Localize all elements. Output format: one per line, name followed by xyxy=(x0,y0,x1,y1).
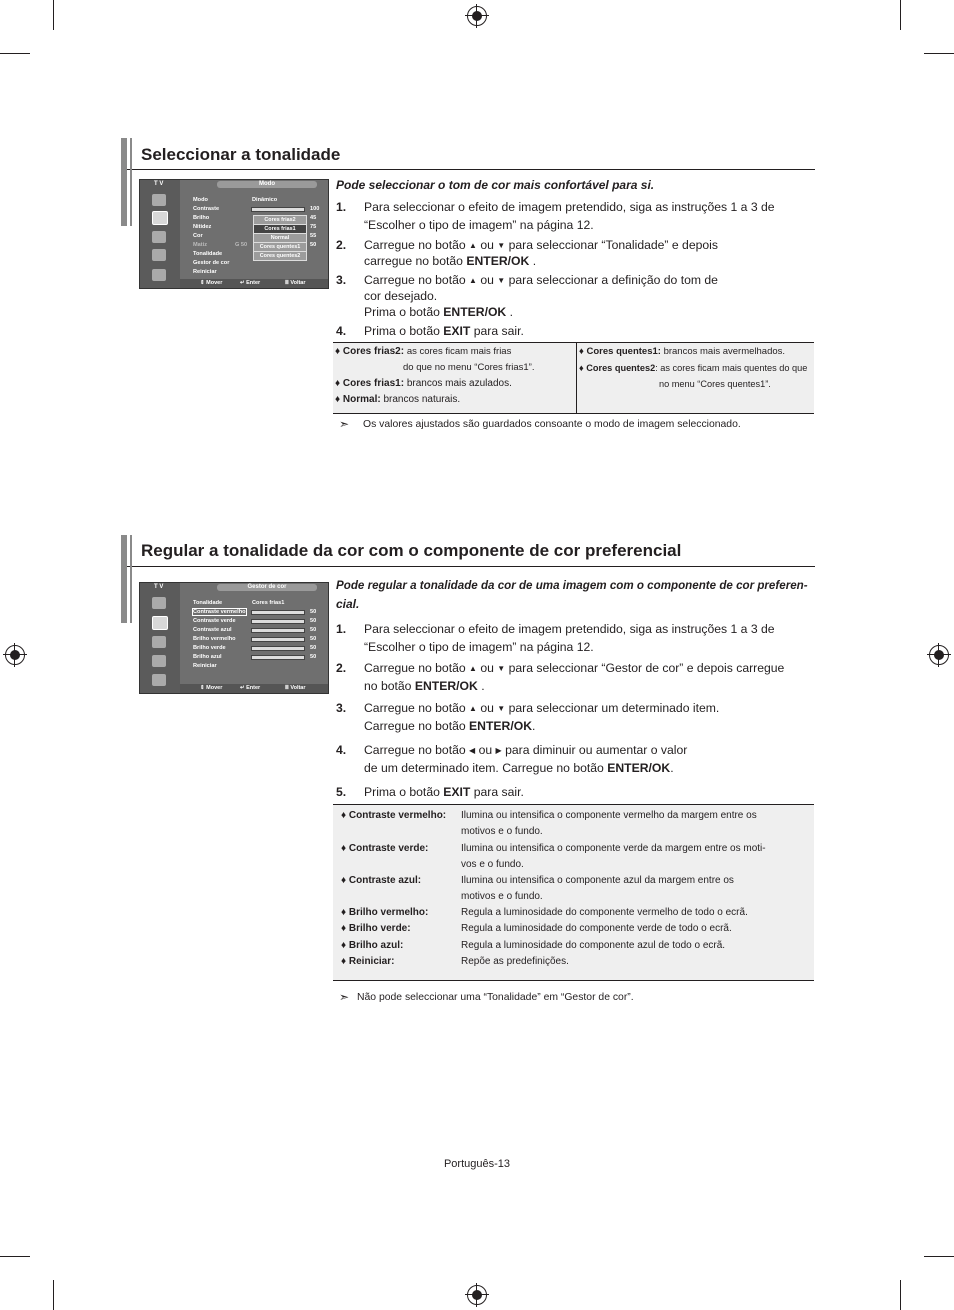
osd-value: 55 xyxy=(310,233,317,239)
antenna-icon xyxy=(152,597,166,609)
crop-mark xyxy=(0,53,30,54)
osd-row: Matiz xyxy=(193,242,207,248)
osd-value: 50 xyxy=(310,242,317,248)
intro-text: Pode seleccionar o tom de cor mais confortável para si. xyxy=(336,178,655,192)
section-title-bar xyxy=(121,138,815,170)
osd-row: Tonalidade xyxy=(193,600,223,606)
osd-row: Brilho vermelho xyxy=(193,636,236,642)
down-arrow-icon: ▼ xyxy=(497,704,506,713)
picture-icon xyxy=(152,211,168,225)
osd-row: Tonalidade xyxy=(193,251,223,257)
osd-dropdown-item: Cores quentes2 xyxy=(253,251,307,261)
osd-row: Cor xyxy=(193,233,203,239)
osd-header: Gestor de cor xyxy=(217,584,317,591)
osd-slider xyxy=(251,610,305,615)
osd-row: Brilho verde xyxy=(193,645,226,651)
crop-mark xyxy=(924,53,954,54)
antenna-icon xyxy=(152,194,166,206)
crop-mark xyxy=(924,1256,954,1257)
osd-value: 50 xyxy=(310,636,317,642)
osd-row: Reiniciar xyxy=(193,269,217,275)
osd-value: Cores frias1 xyxy=(252,600,285,606)
crop-mark xyxy=(53,1280,54,1310)
osd-value: 50 xyxy=(310,654,317,660)
section-title: Seleccionar a tonalidade xyxy=(141,145,341,164)
intro-text: Pode regular a tonalidade da cor de uma imagem com o componente de cor preferen- xyxy=(336,579,808,592)
up-arrow-icon: ▲ xyxy=(469,704,477,713)
osd-value: Dinâmico xyxy=(252,197,278,203)
registration-mark-icon xyxy=(467,6,487,26)
crop-mark xyxy=(53,0,54,30)
osd-row: Contraste azul xyxy=(193,627,232,633)
registration-mark-icon xyxy=(467,1285,487,1305)
osd-row: Brilho xyxy=(193,215,210,221)
section-title: Regular a tonalidade da cor com o componente de cor preferencial xyxy=(141,541,682,560)
osd-row: Gestor de cor xyxy=(193,260,230,266)
registration-mark-icon xyxy=(5,645,25,665)
channel-icon xyxy=(152,655,166,667)
picture-icon xyxy=(152,616,168,630)
osd-row: Contraste xyxy=(193,206,220,212)
channel-icon xyxy=(152,249,166,261)
osd-slider xyxy=(251,637,305,642)
osd-tv-label: T V xyxy=(154,181,164,187)
tv-menu-screenshot xyxy=(139,582,329,694)
osd-value: 50 xyxy=(310,627,317,633)
options-table: ♦ Contraste vermelho: Ilumina ou intensifica o componente vermelho da margem entre os motivos e o fundo. ♦ Contraste verde: Ilumina ou intensifica o componente verde da margem entre os moti- vos e o fundo. ♦ Contraste azul: Ilumina ou intensifica o componente azul da margem entre os motivos e o fundo. ♦ Brilho vermelho: Regula a luminosidade do componente vermelho de todo o ecrã. ♦ Brilho verde: Regula a luminosidade do componente verde de todo o ecrã. ♦ Brilho azul: Regula a luminosidade do componente azul de todo o ecrã. ♦ Reiniciar: Repõe as predefinições. xyxy=(333,804,814,981)
osd-row: Contraste verde xyxy=(193,618,236,624)
down-arrow-icon: ▼ xyxy=(497,241,506,250)
osd-value: 100 xyxy=(310,206,320,212)
crop-mark xyxy=(900,1280,901,1310)
osd-footer: ⇕ Mover ↵ Enter Ⅲ Voltar xyxy=(180,279,328,288)
page-number: Português-13 xyxy=(443,1158,511,1170)
osd-dropdown-item: Cores frias1 xyxy=(253,224,307,234)
osd-value: G 50 xyxy=(235,242,248,248)
intro-text: cial. xyxy=(336,597,360,611)
sound-icon xyxy=(152,231,166,243)
osd-value: 75 xyxy=(310,224,317,230)
osd-slider xyxy=(251,628,305,633)
setup-icon xyxy=(152,269,166,281)
osd-dropdown-item: Cores quentes1 xyxy=(253,242,307,252)
osd-row: Nitidez xyxy=(193,224,212,230)
up-arrow-icon: ▲ xyxy=(469,276,477,285)
osd-value: 50 xyxy=(310,645,317,651)
osd-value: 50 xyxy=(310,618,317,624)
registration-mark-icon xyxy=(929,645,949,665)
crop-mark xyxy=(900,0,901,30)
note-arrow-icon: ➣ xyxy=(339,417,350,431)
osd-row: Contraste vermelho xyxy=(193,609,246,615)
section-title-bar xyxy=(121,535,815,567)
down-arrow-icon: ▼ xyxy=(497,276,506,285)
osd-header: Modo xyxy=(217,181,317,188)
osd-tv-label: T V xyxy=(154,584,164,590)
osd-footer: ⇕ Mover ↵ Enter Ⅲ Voltar xyxy=(180,684,328,693)
osd-row: Modo xyxy=(193,197,208,203)
left-arrow-icon: ◀ xyxy=(469,746,476,755)
osd-slider xyxy=(251,655,305,660)
osd-slider xyxy=(251,207,305,212)
down-arrow-icon: ▼ xyxy=(497,664,506,673)
osd-value: 50 xyxy=(310,609,317,615)
right-arrow-icon: ▶ xyxy=(495,746,502,755)
osd-dropdown-item: Cores frias2 xyxy=(253,215,307,225)
osd-row: Reiniciar xyxy=(193,663,217,669)
osd-value: 45 xyxy=(310,215,317,221)
osd-row: Brilho azul xyxy=(193,654,222,660)
osd-dropdown-item: Normal xyxy=(253,233,307,243)
note-arrow-icon: ➣ xyxy=(339,990,350,1004)
up-arrow-icon: ▲ xyxy=(469,664,477,673)
setup-icon xyxy=(152,674,166,686)
up-arrow-icon: ▲ xyxy=(469,241,477,250)
crop-mark xyxy=(0,1256,30,1257)
osd-slider xyxy=(251,619,305,624)
tv-menu-screenshot xyxy=(139,179,329,289)
sound-icon xyxy=(152,636,166,648)
osd-slider xyxy=(251,646,305,651)
options-table: ♦ Cores frias2: as cores ficam mais frias do que no menu “Cores frias1”. ♦ Cores frias1: brancos mais azulados. ♦ Normal: brancos naturais. ♦ Cores quentes1: brancos mais avermelhados. ♦ Cores quentes2: as cores ficam mais quentes do que no menu “Cores quentes1”. xyxy=(333,342,814,414)
